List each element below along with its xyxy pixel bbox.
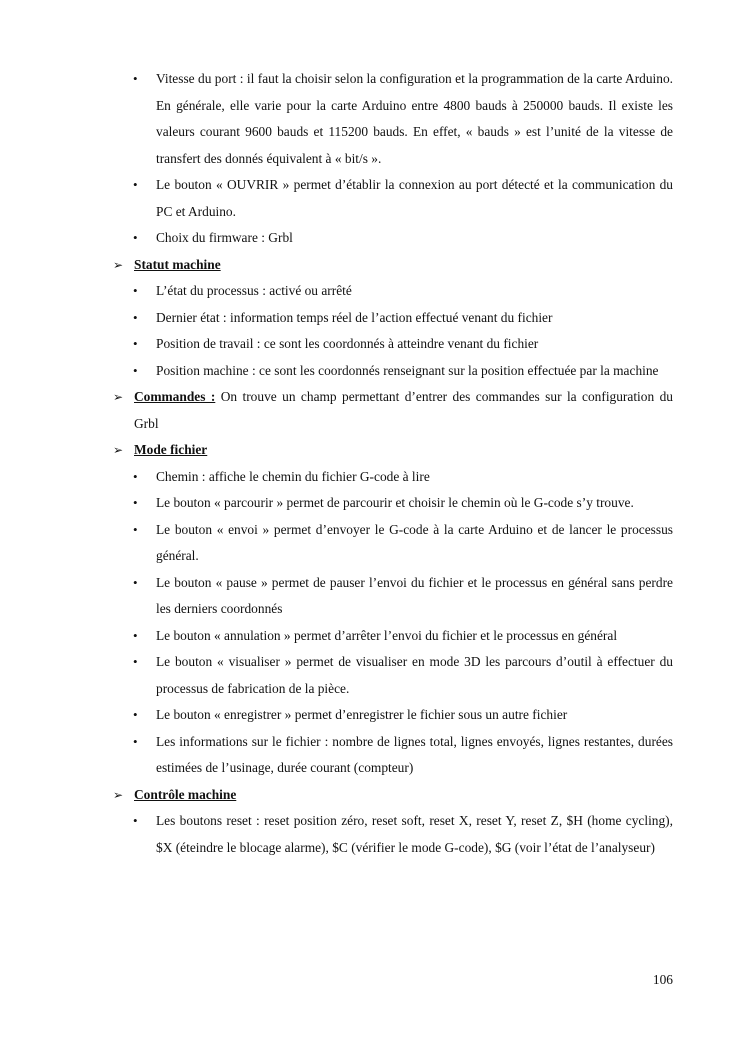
bullet-icon: • [133,362,138,378]
bullet-icon: • [133,574,138,590]
list-item [113,729,673,782]
list-item-text: Le bouton « pause » permet de pauser l’envoi du fichier et le processus en général sans perdre les derniers coordonnés [156,574,673,616]
list-item [113,702,673,729]
bullet-icon: • [133,654,138,669]
bullet-icon: • [133,813,138,828]
page-number: 106 [652,972,673,987]
list-item [113,305,673,332]
document-body [113,66,673,861]
list-item [113,331,673,358]
list-item-text: Le bouton « enregistrer » permet d’enregistrer le fichier sous un autre fichier [156,707,568,722]
bullet-icon: • [133,468,138,484]
list-item-text: Le bouton « envoi » permet d’envoyer le G-code à la carte Arduino et de lancer le processus général. [156,521,673,563]
section-heading: Commandes : [134,389,216,404]
list-item [113,649,673,702]
bullet-icon: • [133,71,138,86]
list-item [113,172,673,225]
list-item [113,225,673,252]
bullet-icon: • [133,495,138,510]
section-heading: Statut machine [134,256,221,272]
list-item-text: Le bouton « OUVRIR » permet d’établir la connexion au port détecté et la communication du PC et Arduino. [156,177,673,219]
list-item [113,278,673,305]
bullet-icon: • [133,283,138,298]
list-item-text: Chemin : affiche le chemin du fichier G-code à lire [156,468,430,484]
list-item [113,570,673,623]
list-item [113,517,673,570]
arrow-bullet-icon: ➢ [113,257,124,272]
list-item [113,464,673,491]
bullet-icon: • [133,177,138,192]
section-heading: Contrôle machine [134,786,237,802]
list-item-text: Le bouton « annulation » permet d’arrêter l’envoi du fichier et le processus en général [156,627,618,643]
section-controle-machine [113,782,673,809]
list-item [113,358,673,385]
list-item-text: L’état du processus : activé ou arrêté [156,283,352,298]
list-item [113,66,673,172]
bullet-icon: • [133,707,138,722]
section-commandes [113,384,673,437]
list-item-text: Position de travail : ce sont les coordonnés à atteindre venant du fichier [156,336,539,351]
list-item [113,490,673,517]
bullet-icon: • [133,521,138,537]
list-item-text: Les informations sur le fichier : nombre de lignes total, lignes envoyés, lignes restantes, durées estimées de l’usinage, durée courant (compteur) [156,733,673,775]
list-item-text: Le bouton « parcourir » permet de parcourir et choisir le chemin où le G-code s’y trouve. [156,495,634,510]
section-mode-fichier [113,437,673,464]
list-item-text: Choix du firmware : Grbl [156,230,293,245]
arrow-bullet-icon: ➢ [113,787,124,802]
bullet-icon: • [133,336,138,351]
list-item-text: Dernier état : information temps réel de l’action effectué venant du fichier [156,309,553,325]
arrow-bullet-icon: ➢ [113,443,124,457]
bullet-icon: • [133,627,138,643]
section-text: On trouve un champ permettant d’entrer des commandes sur la configuration du Grbl [134,389,673,431]
list-item-text: Les boutons reset : reset position zéro, reset soft, reset X, reset Y, reset Z, $H (home cycling), $X (éteindre le blocage alarme), $C (vérifier le mode G-code), $G (voir l’état de l’analyseur) [156,813,673,855]
list-item [113,808,673,861]
arrow-bullet-icon: ➢ [113,390,124,404]
list-item-text: Le bouton « visualiser » permet de visualiser en mode 3D les parcours d’outil à effectuer du processus de fabrication de la pièce. [156,654,673,696]
bullet-icon: • [133,230,138,245]
bullet-icon: • [133,733,138,749]
section-heading: Mode fichier [134,442,208,457]
list-item-text: Vitesse du port : il faut la choisir selon la configuration et la programmation de la carte Arduino. En générale, elle varie pour la carte Arduino entre 4800 bauds à 250000 bauds. Il existe les valeurs courant 9600 bauds et 115200 bauds. En effet, « bauds » est l’unité de la vitesse de transfert des donnés équivalent à « bit/s ». [156,71,673,166]
list-item-text: Position machine : ce sont les coordonnés renseignant sur la position effectuée par la machine [156,362,659,378]
section-statut-machine [113,252,673,279]
list-item [113,623,673,650]
bullet-icon: • [133,309,138,325]
